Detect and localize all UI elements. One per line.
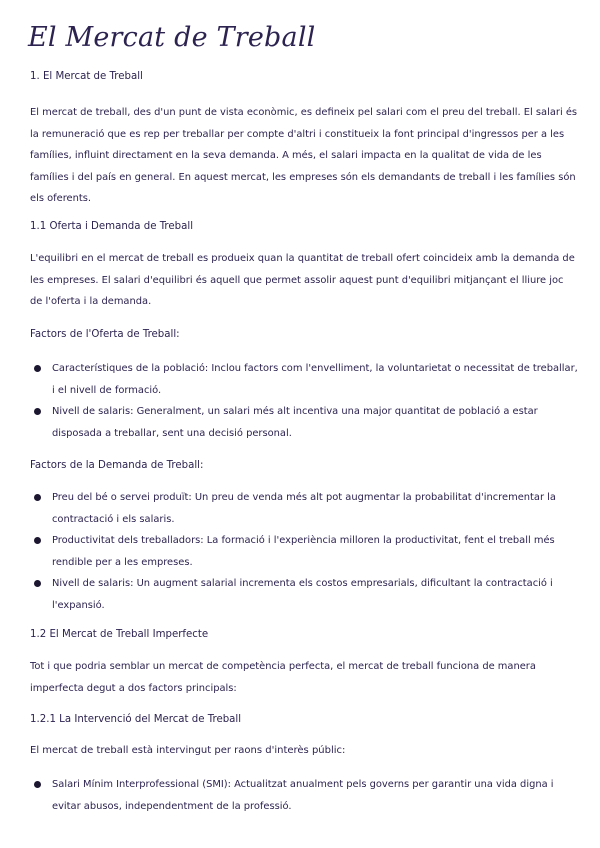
section-1-1-paragraph: L'equilibri en el mercat de treball es produeix quan la quantitat de treball ofert coincideix amb la demanda de les empreses. El salari d'equilibri és aquell que permet assolir aquest punt d'equilibri mitjançant el lliure joc de l'oferta i la demanda. <box>30 253 575 307</box>
list-item-text: Salari Mínim Interprofessional (SMI): Actualitzat anualment pels governs per garantir una vida digna i evitar abusos, independentment de la professió. <box>52 779 554 812</box>
list-item <box>30 401 578 444</box>
list-item-text: Nivell de salaris: Un augment salarial incrementa els costos empresarials, dificultant la contractació i l'expansió. <box>52 578 553 611</box>
list-item <box>30 487 578 530</box>
intervencio-list <box>30 774 578 817</box>
list-item-text: Preu del bé o servei produït: Un preu de venda més alt pot augmentar la probabilitat d'incrementar la contractació i els salaris. <box>52 492 556 525</box>
section-1-2-1-paragraph: El mercat de treball està intervingut per raons d'interès públic: <box>30 745 346 756</box>
document-title: El Mercat de Treball <box>28 22 316 53</box>
bullet-icon <box>34 537 41 544</box>
oferta-factors-heading: Factors de l'Oferta de Treball: <box>30 329 180 340</box>
list-item <box>30 530 578 573</box>
list-item <box>30 358 578 401</box>
section-1-2-heading: 1.2 El Mercat de Treball Imperfecte <box>30 629 209 640</box>
demanda-factors-heading: Factors de la Demanda de Treball: <box>30 460 204 471</box>
section-1-2-paragraph: Tot i que podria semblar un mercat de competència perfecta, el mercat de treball funciona de manera imperfecta degut a dos factors principals: <box>30 661 536 694</box>
bullet-icon <box>34 365 41 372</box>
bullet-icon <box>34 494 41 501</box>
section-1-paragraph: El mercat de treball, des d'un punt de vista econòmic, es defineix pel salari com el preu del treball. El salari és la remuneració que es rep per treballar per compte d'altri i constitueix la font principal d'ingressos per a les famílies, influint directament en la seva demanda. A més, el salari impacta en la qualitat de vida de les famílies i del país en general. En aquest mercat, les empreses són els demandants de treball i les famílies són els oferents. <box>30 107 578 204</box>
bullet-icon <box>34 781 41 788</box>
list-item <box>30 573 578 616</box>
section-1-2-1-heading: 1.2.1 La Intervenció del Mercat de Treball <box>30 714 242 725</box>
section-1-heading: 1. El Mercat de Treball <box>30 71 143 82</box>
list-item-text: Productivitat dels treballadors: La formació i l'experiència milloren la productivitat, fent el treball més rendible per a les empreses. <box>52 535 555 568</box>
bullet-icon <box>34 408 41 415</box>
list-item-text: Nivell de salaris: Generalment, un salari més alt incentiva una major quantitat de població a estar disposada a treballar, sent una decisió personal. <box>52 406 538 439</box>
demanda-factors-list <box>30 487 578 616</box>
list-item-text: Característiques de la població: Inclou factors com l'envelliment, la voluntarietat o necessitat de treballar, i el nivell de formació. <box>52 363 578 396</box>
oferta-factors-list <box>30 358 578 444</box>
bullet-icon <box>34 580 41 587</box>
section-1-1-heading: 1.1 Oferta i Demanda de Treball <box>30 221 194 232</box>
list-item <box>30 774 578 817</box>
